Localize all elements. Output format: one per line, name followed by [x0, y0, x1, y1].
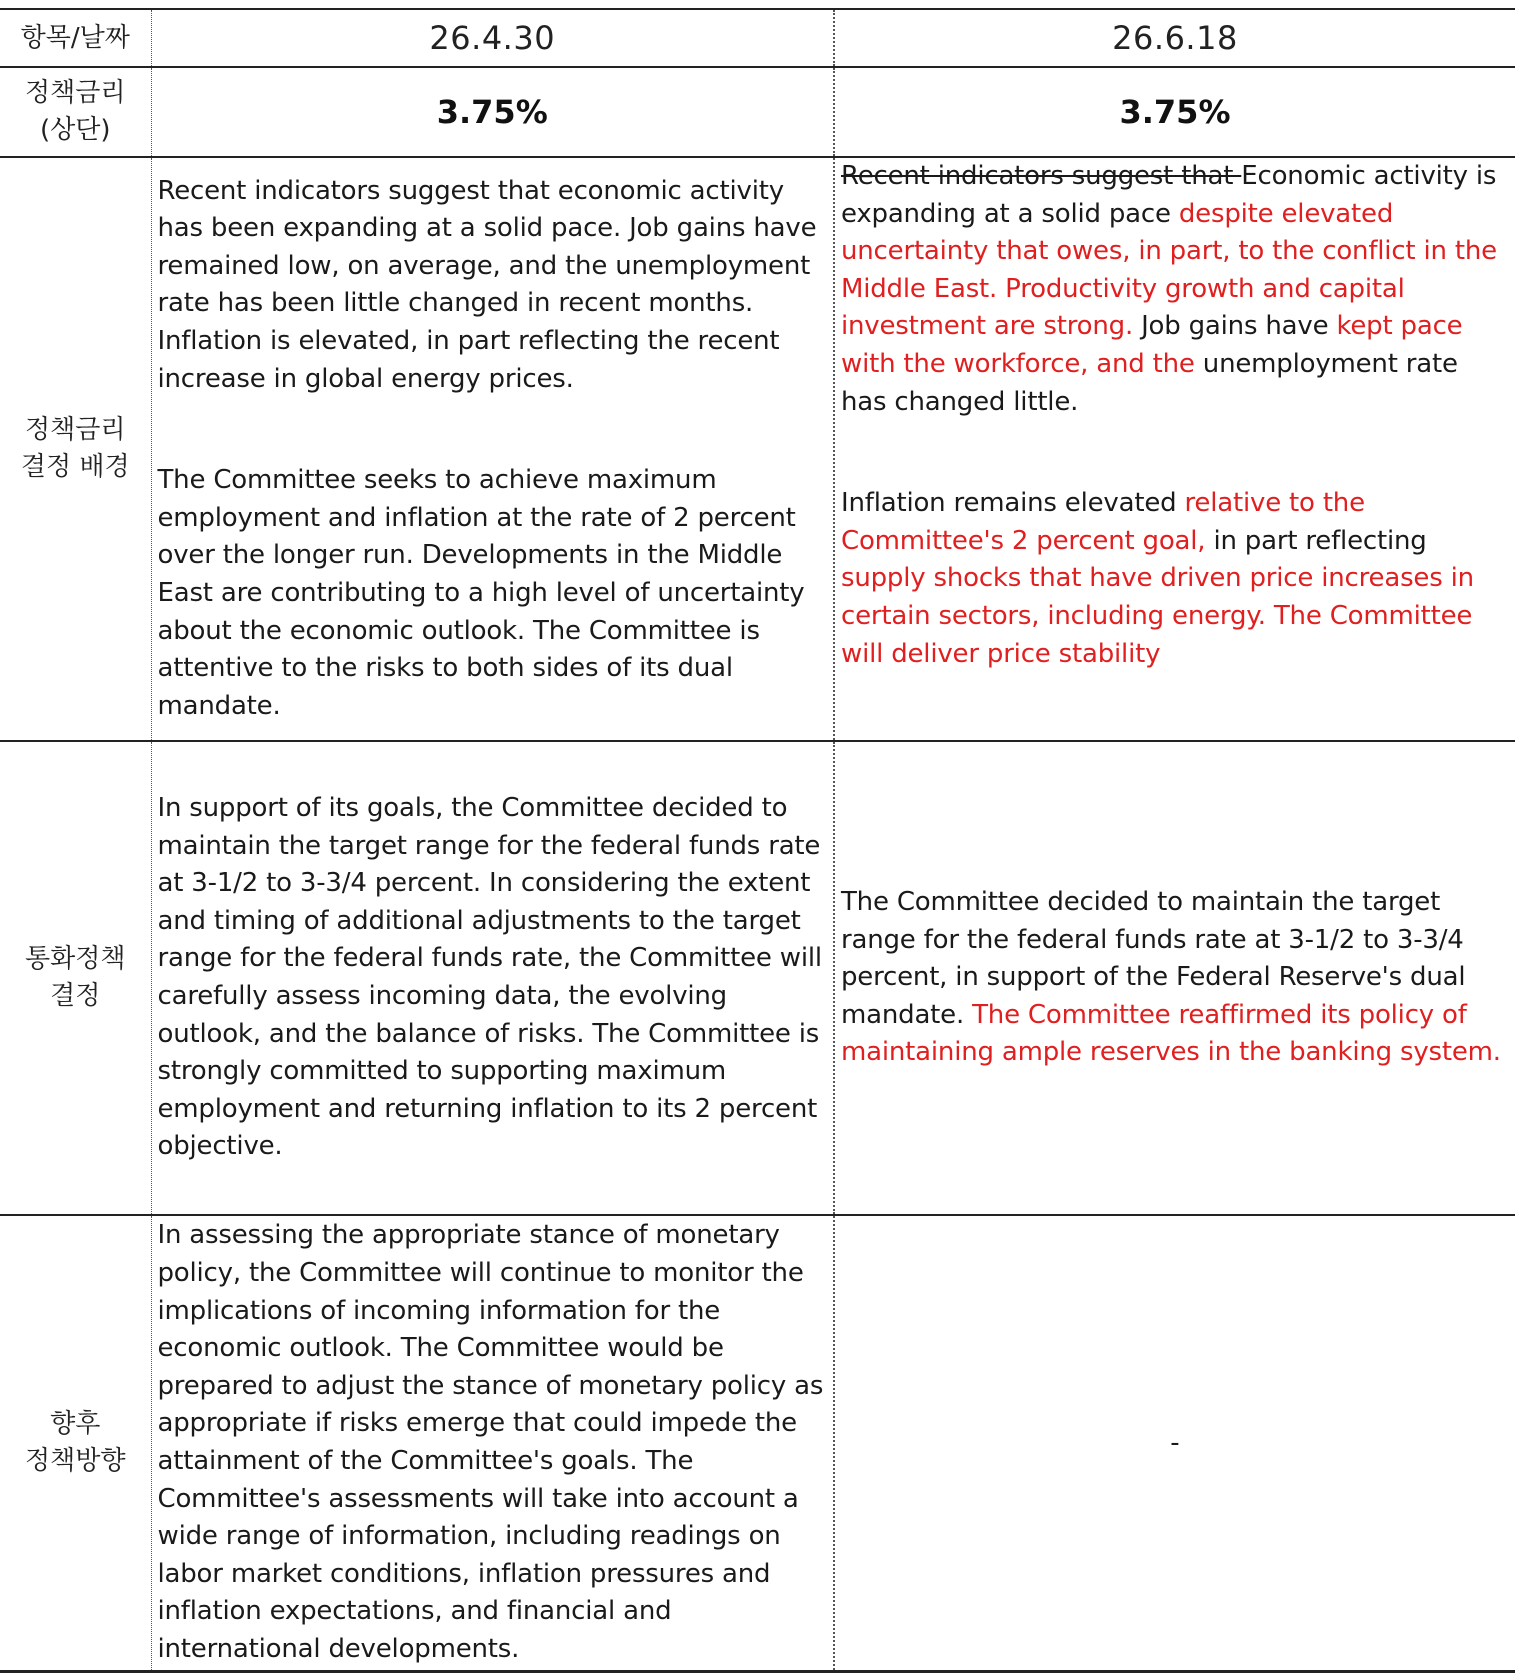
changed-text: kept pace with the workforce, and the	[841, 311, 1463, 379]
background-right-paragraph-2	[841, 485, 1511, 673]
date-right-header: 26.6.18	[834, 9, 1515, 67]
background-left-paragraph-2: The Committee seeks to achieve maximum employment and inflation at the rate of 2 percent over the longer run. Developments in the Middle East are contributing to a high level of uncertainty about the economic outlook. The Committee is attentive to the risks to both sides of its dual mandate.	[157, 465, 805, 721]
decision-left-paragraph: In support of its goals, the Committee decided to maintain the target range for the federal funds rate at 3-1/2 to 3-3/4 percent. In considering the extent and timing of additional adjustments to the target range for the federal funds rate, the Committee will carefully assess incoming data, the evolving outlook, and the balance of risks. The Committee is strongly committed to supporting maximum employment and returning inflation to its 2 percent objective.	[157, 793, 822, 1162]
background-label	[0, 157, 151, 741]
background-right-paragraph-1	[841, 158, 1511, 421]
item-date-header: 항목/날짜	[0, 9, 151, 67]
unchanged-text: Economic activity is expanding at a solid pace	[841, 161, 1497, 229]
header-row	[0, 9, 1515, 67]
background-left-cell	[151, 157, 834, 741]
changed-text: The Committee reaffirmed its policy of maintaining ample reserves in the banking system.	[841, 999, 1501, 1068]
unchanged-text: Job gains have	[1133, 311, 1337, 342]
unchanged-text: in part reflecting	[1205, 525, 1427, 556]
forward-label-line1: 향후	[50, 1409, 101, 1439]
policy-rate-label-line2: (상단)	[39, 115, 111, 145]
forward-guidance-row	[0, 1215, 1515, 1672]
policy-rate-label	[0, 67, 151, 157]
forward-label	[0, 1215, 151, 1672]
unchanged-text: unemployment rate has changed little.	[841, 348, 1458, 417]
policy-rate-row	[0, 67, 1515, 157]
decision-right-cell	[834, 741, 1515, 1215]
decision-right-paragraph	[841, 884, 1511, 1072]
policy-rate-left: 3.75%	[151, 67, 834, 157]
background-label-line2: 결정 배경	[20, 452, 130, 482]
background-label-line1: 정책금리	[25, 415, 126, 445]
decision-left-cell	[151, 741, 834, 1215]
comparison-table	[0, 8, 1515, 1673]
decision-label-line1: 통화정책	[25, 944, 126, 974]
background-row	[0, 157, 1515, 741]
forward-left-paragraph: In assessing the appropriate stance of monetary policy, the Committee will continue to monitor the implications of incoming information for the economic outlook. The Committee would be prepared to adjust the stance of monetary policy as appropriate if risks emerge that could impede the attainment of the Committee's goals. The Committee's assessments will take into account a wide range of information, including readings on labor market conditions, inflation pressures and inflation expectations, and financial and international developments.	[157, 1220, 824, 1664]
decision-row	[0, 741, 1515, 1215]
policy-rate-right: 3.75%	[834, 67, 1515, 157]
unchanged-text: Inflation remains elevated	[841, 488, 1185, 519]
decision-label	[0, 741, 151, 1215]
forward-right-cell: -	[834, 1215, 1515, 1672]
unchanged-text: The Committee decided to maintain the target range for the federal funds rate at 3-1/2 to 3-3/4 percent, in support of the Federal Reserve's dual mandate.	[841, 887, 1466, 1030]
forward-label-line2: 정책방향	[25, 1446, 126, 1476]
forward-left-cell	[151, 1215, 834, 1672]
policy-rate-label-line1: 정책금리	[25, 78, 126, 108]
fomc-statement-comparison-table	[0, 8, 1515, 1673]
changed-text: supply shocks that have driven price increases in certain sectors, including energy. The Committee will deliver price stability	[841, 563, 1474, 669]
background-left-paragraph-1: Recent indicators suggest that economic activity has been expanding at a solid pace. Job gains have remained low, on average, and the unemployment rate has been little changed in recent months. Inflation is elevated, in part reflecting the recent increase in global energy prices.	[157, 175, 817, 394]
changed-text: relative to the Committee's 2 percent goal,	[841, 488, 1365, 556]
changed-text: despite elevated uncertainty that owes, in part, to the conflict in the Middle East. Productivity growth and capital investment are strong.	[841, 198, 1497, 342]
decision-label-line2: 결정	[50, 981, 101, 1011]
date-left-header: 26.4.30	[151, 9, 834, 67]
background-right-cell	[834, 157, 1515, 741]
struck-text: Recent indicators suggest that	[841, 161, 1242, 191]
